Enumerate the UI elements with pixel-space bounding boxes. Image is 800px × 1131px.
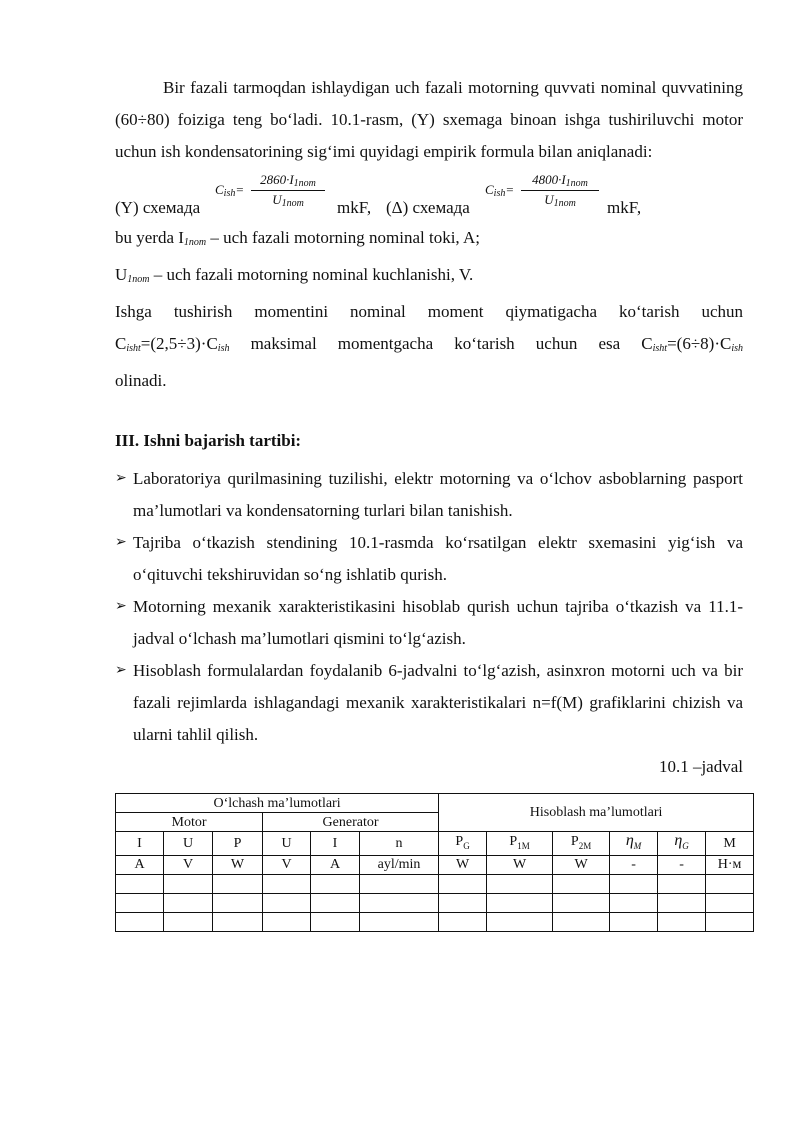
empty-cell <box>487 912 553 931</box>
col-symbol: $\eta_M$ <box>610 832 658 856</box>
col-symbol: $P_{1M}$ <box>487 832 553 856</box>
col-symbol: M <box>706 832 754 856</box>
unit-cell: A <box>116 855 164 874</box>
procedure-item-3: ➢ Motorning mexanik xarakteristikasini hisoblab qurish uchun tajriba o‘tkazish va 11.1-jadval o‘lchash ma’lumotlari qismini to‘lg‘azish. <box>115 591 743 655</box>
empty-table-row <box>116 912 754 931</box>
empty-cell <box>553 893 610 912</box>
unit-cell: W <box>213 855 263 874</box>
empty-cell <box>360 912 439 931</box>
formula-d-unit: mkF, <box>607 198 642 217</box>
empty-cell <box>213 893 263 912</box>
formula-row <box>115 168 743 222</box>
empty-cell <box>311 893 360 912</box>
empty-table-row <box>116 874 754 893</box>
formula-y-unit: mkF, <box>337 198 372 217</box>
col-symbol: $P_{2M}$ <box>553 832 610 856</box>
col-symbol: $P_G$ <box>439 832 487 856</box>
formula-y-fraction: $2860\cdot I_{1nom}$ $U_{1nom}$ <box>251 172 325 209</box>
empty-cell <box>610 912 658 931</box>
empty-cell <box>311 874 360 893</box>
col-symbol: U <box>263 832 311 856</box>
formula-d-label: (Δ) схемада <box>386 198 470 217</box>
empty-cell <box>658 874 706 893</box>
procedure-item-1: ➢ Laboratoriya qurilmasining tuzilishi, elektr motorning va o‘lchov asboblarning pasport ma’lumotlari va kondensatorning turlari bilan tanishish. <box>115 463 743 527</box>
empty-cell <box>116 874 164 893</box>
calc-header: Hisoblash ma’lumotlari <box>439 794 754 832</box>
empty-cell <box>439 912 487 931</box>
empty-cell <box>164 912 213 931</box>
unit-cell: H·м <box>706 855 754 874</box>
units-row <box>116 855 754 874</box>
unit-cell: W <box>553 855 610 874</box>
col-symbol: I <box>116 832 164 856</box>
procedure-item-2: ➢ Tajriba o‘tkazish stendining 10.1-rasmda ko‘rsatilgan elektr sxemasini yig‘ish va o‘qituvchi tekshiruvidan so‘ng ishlatib qurish. <box>115 527 743 591</box>
unit-cell: V <box>263 855 311 874</box>
start-moment-line-3: olinadi. <box>115 371 167 390</box>
unit-cell: ayl/min <box>360 855 439 874</box>
empty-cell <box>553 874 610 893</box>
data-table <box>115 793 754 932</box>
empty-cell <box>116 912 164 931</box>
empty-cell <box>360 874 439 893</box>
empty-cell <box>553 912 610 931</box>
col-symbol: U <box>164 832 213 856</box>
unit-cell: W <box>439 855 487 874</box>
arrow-bullet-icon: ➢ <box>115 663 127 678</box>
col-symbol: P <box>213 832 263 856</box>
page-content <box>115 72 743 932</box>
empty-cell <box>610 893 658 912</box>
empty-cell <box>658 912 706 931</box>
empty-cell <box>706 912 754 931</box>
intro-paragraph: Bir fazali tarmoqdan ishlaydigan uch fazali motorning quvvati nominal quvvatining (60÷80) foiziga teng bo‘ladi. 10.1-rasm, (Y) sxemaga binoan ishga tushiriluvchi motor uchun ish kondensatorining sig‘imi quyidagi empirik formula bilan aniqlanadi: <box>115 78 743 161</box>
empty-cell <box>610 874 658 893</box>
definition-voltage: $U_{1nom}$ – uch fazali motorning nominal kuchlanishi, V. <box>115 265 474 285</box>
arrow-bullet-icon: ➢ <box>115 599 127 614</box>
measure-header: O‘lchash ma’lumotlari <box>116 794 439 813</box>
formula-d-lhs: $C_{ish}=$ <box>485 182 515 199</box>
empty-cell <box>263 893 311 912</box>
empty-cell <box>116 893 164 912</box>
empty-cell <box>213 874 263 893</box>
start-moment-line-2: $C_{isht}=(2,5\div 3)\cdot C_{ish}$ maksimal momentgacha ko‘tarish uchun esa $C_{isht}=(6\div 8)\cdot C_{ish}$ <box>115 334 743 354</box>
formula-y-lhs: $C_{ish}=$ <box>215 182 245 199</box>
empty-cell <box>311 912 360 931</box>
formula-y-label: (Y) схемада <box>115 198 201 217</box>
motor-header: Motor <box>116 813 263 832</box>
arrow-bullet-icon: ➢ <box>115 535 127 550</box>
unit-cell: W <box>487 855 553 874</box>
unit-cell: - <box>610 855 658 874</box>
start-moment-line-1: Ishga tushirish momentini nominal moment qiymatigacha ko‘tarish uchun <box>115 302 743 321</box>
empty-cell <box>263 912 311 931</box>
col-symbol: I <box>311 832 360 856</box>
empty-cell <box>487 874 553 893</box>
procedure-item-4: ➢ Hisoblash formulalardan foydalanib 6-jadvalni to‘lg‘azish, asinxron motorni uch va bir fazali rejimlarda ishlagandagi mexanik xarakteristikalari n=f(M) grafiklarini chizish va ularni tahlil qilish. <box>115 655 743 751</box>
empty-cell <box>164 893 213 912</box>
section-heading: III. Ishni bajarish tartibi: <box>115 431 302 450</box>
arrow-bullet-icon: ➢ <box>115 471 127 486</box>
empty-cell <box>658 893 706 912</box>
unit-cell: V <box>164 855 213 874</box>
empty-cell <box>213 912 263 931</box>
empty-cell <box>487 893 553 912</box>
empty-cell <box>706 893 754 912</box>
empty-cell <box>439 893 487 912</box>
empty-cell <box>164 874 213 893</box>
column-symbols-row <box>116 832 754 856</box>
empty-table-row <box>116 893 754 912</box>
empty-cell <box>360 893 439 912</box>
definition-current: bu yerda $I_{1nom}$ – uch fazali motorning nominal toki, A; <box>115 228 480 248</box>
empty-cell <box>263 874 311 893</box>
col-symbol: $\eta_G$ <box>658 832 706 856</box>
unit-cell: - <box>658 855 706 874</box>
col-symbol: n <box>360 832 439 856</box>
unit-cell: A <box>311 855 360 874</box>
empty-cell <box>706 874 754 893</box>
formula-d-fraction: $4800\cdot I_{1nom}$ $U_{1nom}$ <box>521 172 599 209</box>
table-caption: 10.1 –jadval <box>658 757 743 776</box>
empty-cell <box>439 874 487 893</box>
generator-header: Generator <box>263 813 439 832</box>
